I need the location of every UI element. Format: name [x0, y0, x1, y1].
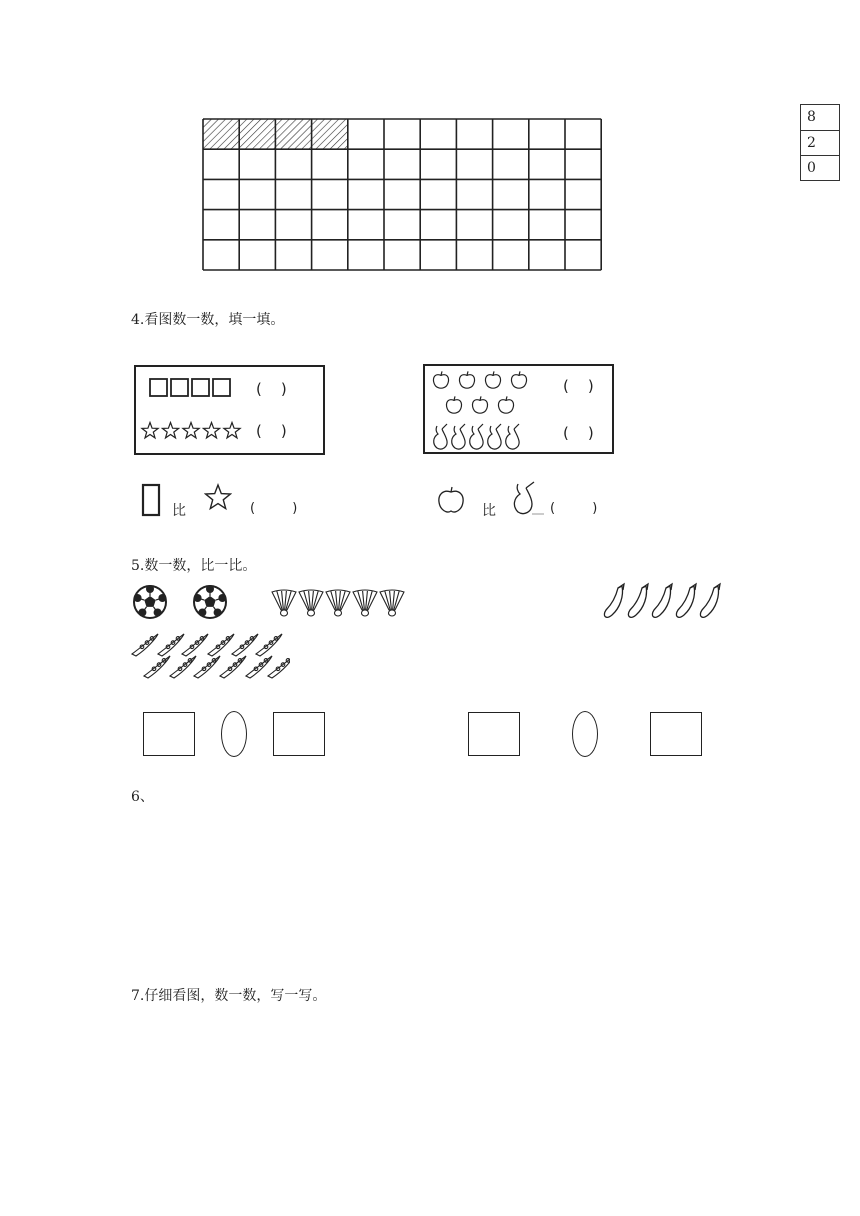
eggplants-group: [600, 582, 730, 622]
pea-pod-icon: [220, 656, 246, 678]
pear-icon: [452, 426, 465, 449]
apple-icon: [485, 375, 500, 388]
pear-icon: [434, 426, 447, 449]
pear-icon: [488, 426, 501, 449]
shuttlecock-icon: [353, 590, 377, 610]
pea-pod-icon: [144, 656, 170, 678]
answer-box[interactable]: [468, 712, 520, 756]
pea-pod-icon: [182, 634, 208, 656]
pea-pod-icon: [170, 656, 196, 678]
answer-blank[interactable]: ( ): [550, 501, 598, 516]
shuttlecock-icon: [272, 590, 296, 610]
apple-icon: [511, 375, 526, 388]
answer-blank[interactable]: ( ): [256, 422, 287, 440]
star-icon: [204, 483, 232, 511]
answer-box[interactable]: [273, 712, 325, 756]
star-icon: [142, 423, 158, 438]
pea-pod-icon: [158, 634, 184, 656]
eggplant-icon: [700, 586, 718, 617]
eggplant-icon: [676, 586, 694, 617]
answer-blank[interactable]: ( ): [250, 501, 298, 516]
compare-oval[interactable]: [221, 711, 247, 757]
shaded-cell: [312, 119, 348, 149]
pear-icon: [510, 480, 546, 518]
pea-pod-icon: [256, 634, 282, 656]
star-icon: [224, 423, 240, 438]
star-icon: [183, 423, 199, 438]
pear-icon: [470, 426, 483, 449]
star-icon: [203, 423, 219, 438]
pea-pods-group: [128, 628, 290, 690]
pea-pod-icon: [232, 634, 258, 656]
square-icon: [150, 379, 167, 396]
shaded-cell: [275, 119, 311, 149]
side-number-cell: 0: [801, 155, 839, 180]
count-panel-right: [423, 364, 614, 454]
apple-icon: [498, 400, 513, 413]
stars-row: [140, 420, 246, 442]
square-icon: [213, 379, 230, 396]
apple-icon: [472, 400, 487, 413]
answer-blank[interactable]: ( ): [563, 424, 594, 442]
apple-icon: [435, 484, 467, 516]
soccer-balls-group: [132, 584, 242, 622]
apple-icon: [459, 375, 474, 388]
shaded-grid: [200, 116, 606, 274]
answer-blank[interactable]: ( ): [256, 380, 287, 398]
answer-box[interactable]: [143, 712, 195, 756]
shaded-cell: [239, 119, 275, 149]
rectangle-icon: [140, 482, 164, 518]
question-5-label: 5.数一数，比一比。: [131, 558, 257, 574]
square-icon: [192, 379, 209, 396]
shuttlecocks-group: [270, 588, 410, 620]
shuttlecock-icon: [326, 590, 350, 610]
shuttlecock-icon: [380, 590, 404, 610]
answer-blank[interactable]: ( ): [563, 377, 594, 395]
answer-box[interactable]: [650, 712, 702, 756]
fruits-group: [427, 368, 537, 452]
question-7-label: 7.仔细看图，数一数，写一写。: [131, 988, 327, 1004]
pear-icon: [506, 426, 519, 449]
eggplant-icon: [628, 586, 646, 617]
eggplant-icon: [604, 586, 622, 617]
question-4-label: 4.看图数一数，填一填。: [131, 312, 285, 328]
pea-pod-icon: [132, 634, 158, 656]
compare-word: 比: [172, 503, 186, 519]
apple-icon: [446, 400, 461, 413]
apple-icon: [433, 375, 448, 388]
star-icon: [162, 423, 178, 438]
compare-word: 比: [482, 503, 496, 519]
square-icon: [171, 379, 188, 396]
side-number-box: [800, 104, 840, 181]
side-number-cell: 8: [807, 109, 816, 125]
side-number-cell: 2: [801, 130, 839, 155]
shuttlecock-icon: [299, 590, 323, 610]
question-6-label: 6、: [131, 789, 154, 805]
pea-pod-icon: [208, 634, 234, 656]
pea-pod-icon: [246, 656, 272, 678]
squares-row: [148, 377, 238, 399]
pea-pod-icon: [194, 656, 220, 678]
eggplant-icon: [652, 586, 670, 617]
count-panel-left: [134, 365, 325, 455]
compare-oval[interactable]: [572, 711, 598, 757]
shaded-cell: [203, 119, 239, 149]
